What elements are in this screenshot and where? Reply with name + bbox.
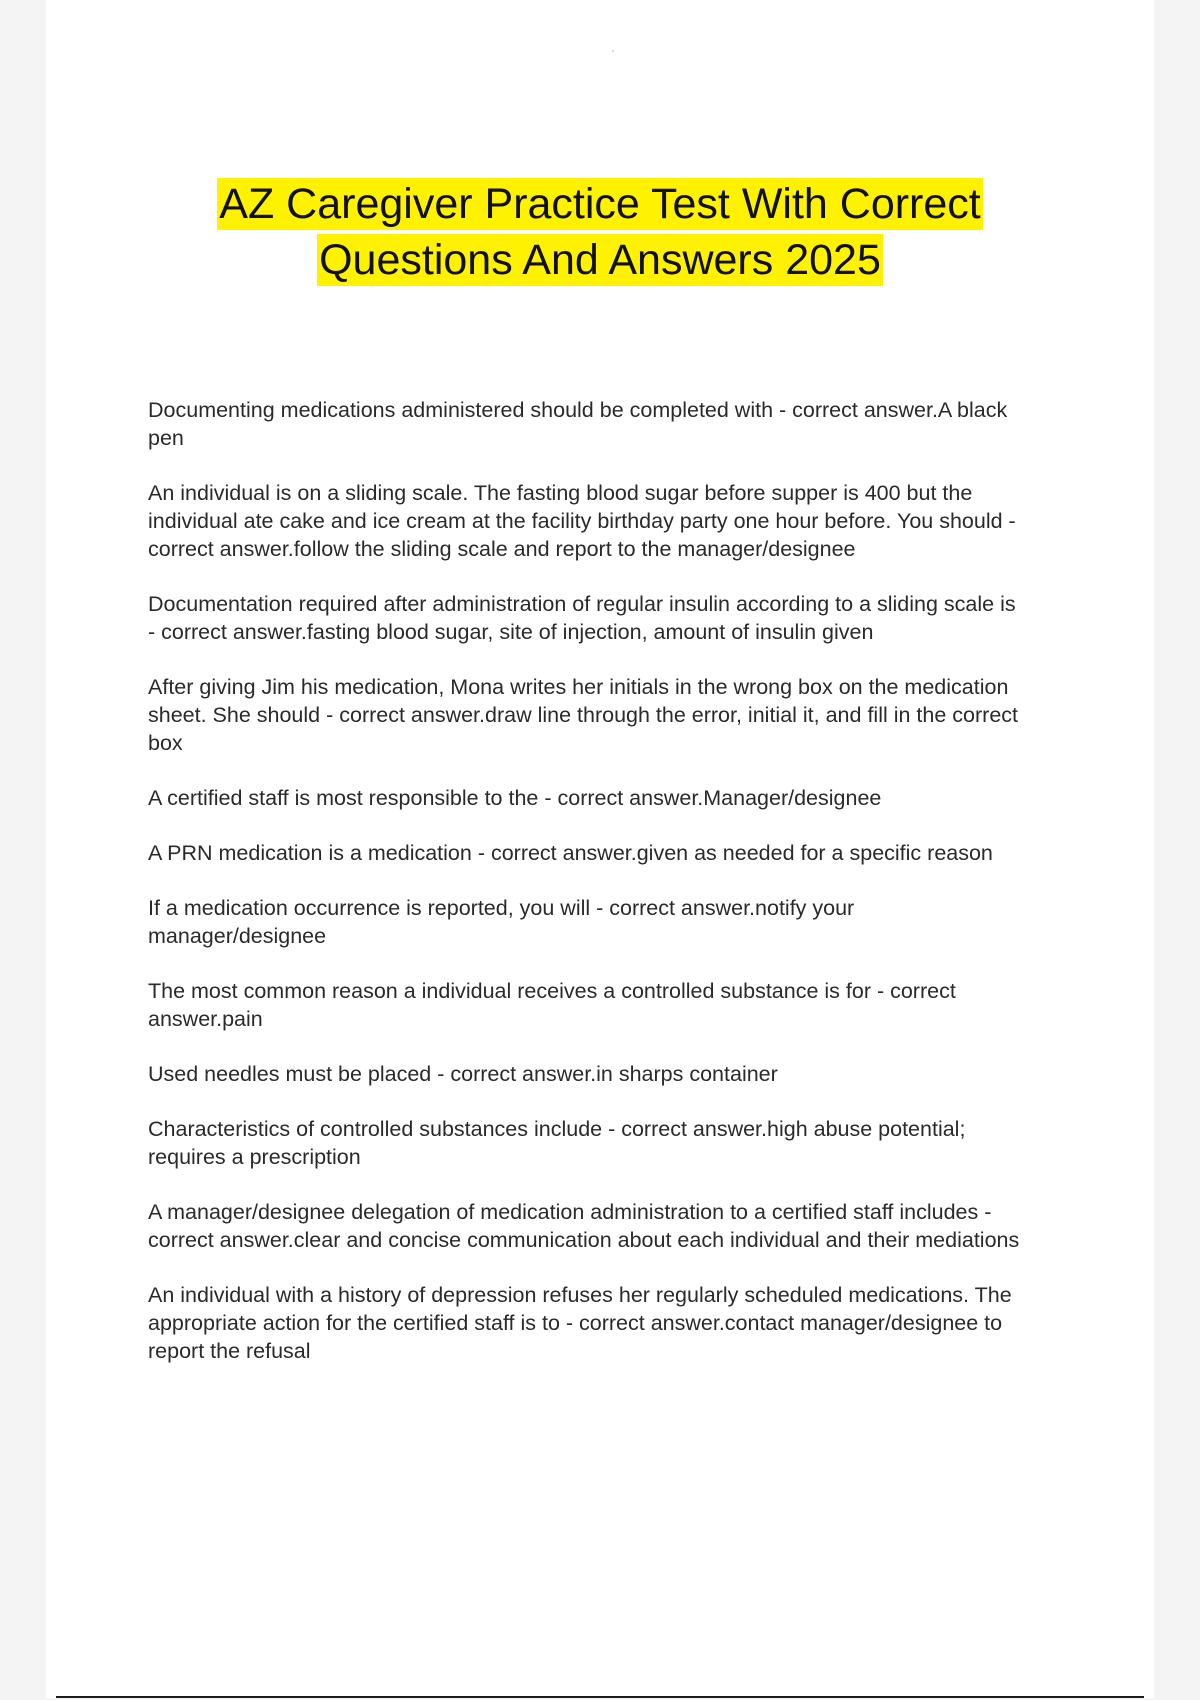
qa-item: A manager/designee delegation of medication administration to a certified staff includes - correct answer.clear and concise communication about each individual and their mediations <box>148 1200 1020 1252</box>
title-line-1: AZ Caregiver Practice Test With Correct <box>219 180 981 228</box>
document-title <box>46 176 1154 288</box>
qa-item: A certified staff is most responsible to the - correct answer.Manager/designee <box>148 786 882 810</box>
qa-item: If a medication occurrence is reported, you will - correct answer.notify your manager/designee <box>148 896 855 948</box>
stray-mark <box>612 50 614 52</box>
qa-item: After giving Jim his medication, Mona writes her initials in the wrong box on the medication sheet. She should - correct answer.draw line through the error, initial it, and fill in the correct box <box>148 675 1018 755</box>
qa-item: The most common reason a individual receives a controlled substance is for - correct answer.pain <box>148 979 956 1031</box>
qa-item: An individual with a history of depression refuses her regularly scheduled medications. The appropriate action for the certified staff is to - correct answer.contact manager/designee to report the refusal <box>148 1283 1012 1363</box>
qa-item: Documentation required after administration of regular insulin according to a sliding scale is - correct answer.fasting blood sugar, site of injection, amount of insulin given <box>148 592 1016 644</box>
qa-list <box>148 396 1028 1392</box>
qa-item: Documenting medications administered should be completed with - correct answer.A black pen <box>148 398 1008 450</box>
qa-item: Characteristics of controlled substances include - correct answer.high abuse potential; requires a prescription <box>148 1117 966 1169</box>
qa-item: A PRN medication is a medication - correct answer.given as needed for a specific reason <box>148 841 993 865</box>
qa-item: Used needles must be placed - correct answer.in sharps container <box>148 1062 778 1086</box>
qa-item: An individual is on a sliding scale. The fasting blood sugar before supper is 400 but the individual ate cake and ice cream at the facility birthday party one hour before. You should - correct answer.follow the sliding scale and report to the manager/designee <box>148 481 1016 561</box>
document-page <box>46 0 1154 1698</box>
title-line-2: Questions And Answers 2025 <box>319 236 881 284</box>
bottom-divider <box>56 1696 1144 1698</box>
